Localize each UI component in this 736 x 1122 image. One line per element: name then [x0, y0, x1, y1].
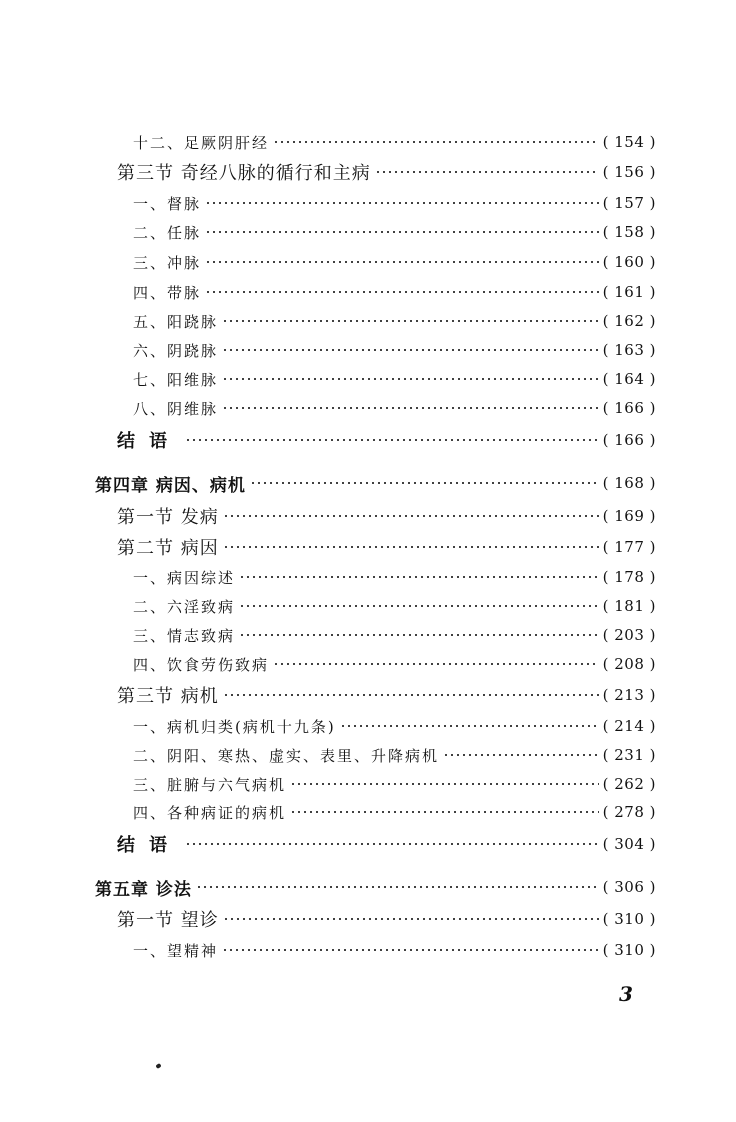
toc-entry-label: 第二节 病因: [117, 538, 219, 559]
toc-entry: [133, 742, 656, 768]
toc-entry-page: ( 166 ): [602, 431, 656, 449]
toc-entry-label: 结语: [117, 835, 181, 856]
toc-entry-label: 第三节 奇经八脉的循行和主病: [117, 163, 371, 184]
toc-entry-page: ( 278 ): [602, 803, 656, 821]
toc-entry: [117, 427, 656, 453]
toc-entry: [117, 159, 656, 185]
toc-entry: [133, 564, 656, 590]
toc-entry: [117, 831, 656, 857]
toc-entry-page: ( 166 ): [602, 399, 656, 417]
toc-entry-page: ( 162 ): [602, 312, 656, 330]
toc-entry-label: 一、望精神: [133, 941, 219, 960]
dot-leader: [273, 651, 599, 677]
toc-entry: [133, 219, 656, 245]
dot-leader: [290, 771, 599, 797]
toc-entry: [133, 249, 656, 275]
toc-entry-page: ( 161 ): [602, 283, 656, 301]
dot-leader: [205, 249, 599, 275]
dot-leader: [443, 742, 599, 768]
dot-leader: [205, 279, 599, 305]
toc-entry-page: ( 157 ): [602, 194, 656, 212]
toc-entry-page: ( 163 ): [602, 341, 656, 359]
toc-entry: [133, 395, 656, 421]
toc-entry: [133, 622, 656, 648]
toc-entry: [133, 279, 656, 305]
toc-entry: [95, 874, 656, 900]
toc-entry-label: 一、病因综述: [133, 568, 236, 587]
toc-entry-page: ( 168 ): [602, 474, 656, 492]
toc-entry-page: ( 169 ): [602, 507, 656, 525]
dot-leader: [375, 159, 599, 185]
dot-leader: [222, 395, 599, 421]
toc-entry-label: 六、阴跷脉: [133, 341, 219, 360]
dot-leader: [290, 799, 599, 825]
toc-entry-label: 一、督脉: [133, 194, 202, 213]
dot-leader: [223, 534, 599, 560]
toc-entry: [133, 593, 656, 619]
toc-entry-label: 结语: [117, 431, 181, 452]
toc-entry-page: ( 208 ): [602, 655, 656, 673]
toc-entry: [117, 906, 656, 932]
page-number: 3: [619, 982, 633, 1006]
dot-leader: [223, 503, 599, 529]
dot-leader: [250, 470, 599, 496]
toc-entry-page: ( 262 ): [602, 775, 656, 793]
dot-leader: [222, 337, 599, 363]
toc-entry-label: 第三节 病机: [117, 686, 219, 707]
toc-entry-page: ( 178 ): [602, 568, 656, 586]
toc-entry-page: ( 310 ): [602, 910, 656, 928]
dot-leader: [222, 308, 599, 334]
dot-leader: [205, 190, 599, 216]
toc-entry-page: ( 231 ): [602, 746, 656, 764]
toc-entry: [117, 503, 656, 529]
toc-entry-label: 三、冲脉: [133, 253, 202, 272]
dot-leader: [222, 937, 599, 963]
toc-entry-label: 五、阳跷脉: [133, 312, 219, 331]
toc-entry: [117, 534, 656, 560]
toc-entry-label: 一、病机归类(病机十九条): [133, 717, 336, 736]
toc-entry-page: ( 154 ): [602, 133, 656, 151]
dot-leader: [239, 622, 599, 648]
toc-entry-label: 二、阴阳、寒热、虚实、表里、升降病机: [133, 746, 440, 765]
toc-entry-page: ( 306 ): [602, 878, 656, 896]
toc-entry-page: ( 203 ): [602, 626, 656, 644]
dot-leader: [196, 874, 599, 900]
dot-leader: [340, 713, 599, 739]
toc-entry-label: 二、六淫致病: [133, 597, 236, 616]
toc-entry-label: 七、阳维脉: [133, 370, 219, 389]
toc-entry-page: ( 156 ): [602, 163, 656, 181]
toc-entry-page: ( 164 ): [602, 370, 656, 388]
dot-leader: [223, 906, 599, 932]
dot-leader: [239, 593, 599, 619]
toc-entry-label: 第五章 诊法: [95, 879, 192, 900]
dot-leader: [273, 129, 599, 155]
toc-entry-page: ( 177 ): [602, 538, 656, 556]
dot-leader: [222, 366, 599, 392]
toc-entry: [133, 713, 656, 739]
toc-entry-label: 第一节 望诊: [117, 910, 219, 931]
toc-entry: [133, 129, 656, 155]
toc-entry-page: ( 213 ): [602, 686, 656, 704]
toc-entry-label: 十二、足厥阴肝经: [133, 133, 270, 152]
toc-entry-page: ( 181 ): [602, 597, 656, 615]
toc-entry-page: ( 158 ): [602, 223, 656, 241]
toc-entry-label: 第四章 病因、病机: [95, 475, 246, 496]
toc-entry: [133, 651, 656, 677]
dot-leader: [205, 219, 599, 245]
toc-entry-page: ( 160 ): [602, 253, 656, 271]
toc-entry: [133, 771, 656, 797]
toc-entry-label: 四、饮食劳伤致病: [133, 655, 270, 674]
toc-entry-page: ( 310 ): [602, 941, 656, 959]
dot-leader: [223, 682, 599, 708]
toc-entry: [117, 682, 656, 708]
toc-entry-page: ( 304 ): [602, 835, 656, 853]
toc-entry: [133, 366, 656, 392]
toc-entry: [133, 308, 656, 334]
toc-entry: [133, 799, 656, 825]
toc-entry: [133, 190, 656, 216]
dot-leader: [239, 564, 599, 590]
toc-entry-page: ( 214 ): [602, 717, 656, 735]
toc-entry-label: 二、任脉: [133, 223, 202, 242]
toc-entry-label: 第一节 发病: [117, 507, 219, 528]
toc-entry-label: 四、带脉: [133, 283, 202, 302]
toc-entry: [95, 470, 656, 496]
toc-entry-label: 八、阴维脉: [133, 399, 219, 418]
toc-entry-label: 三、脏腑与六气病机: [133, 775, 287, 794]
toc-entry-label: 四、各种病证的病机: [133, 803, 287, 822]
toc-entry: [133, 937, 656, 963]
toc-entry-label: 三、情志致病: [133, 626, 236, 645]
dot-leader: [185, 831, 599, 857]
dot-leader: [185, 427, 599, 453]
toc-entry: [133, 337, 656, 363]
